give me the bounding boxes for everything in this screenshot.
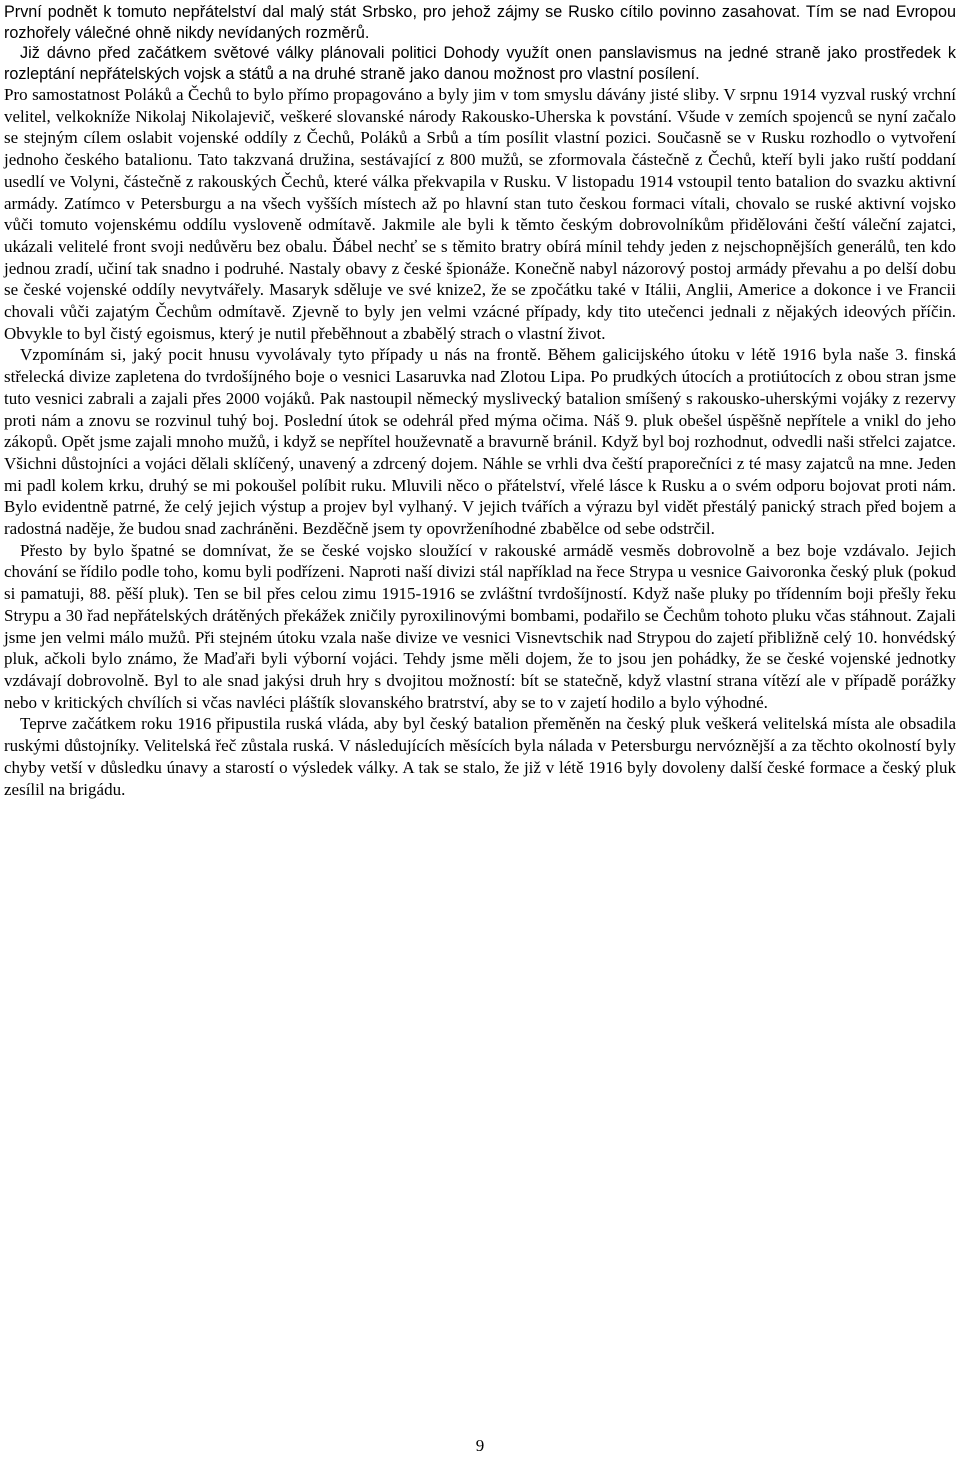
paragraph-5: Přesto by bylo špatné se domnívat, že se české vojsko sloužící v rakouské armádě vesměs dobrovolně a bez boje vzdávalo. Jejich chování se řídilo podle toho, komu byli podřízeni. Naproti naší divizi stál například na řece Strypa u vesnice Gaivoronka český pluk (pokud si pamatuji, 88. pěší pluk). Ten se bil přes celou zimu 1915-1916 se zvláštní tvrdošíjností. Když naše pluky po třídenním boji přešly řeku Strypu a 30 řad nepřátelských drátěných překážek zničily pyroxilinovými bombami, podařilo se Čechům tohoto pluku včas stáhnout. Zajali jsme jen velmi málo mužů. Při stejném útoku vzala naše divize ve vesnici Visnevtschik nad Strypou do zajetí přibližně celý 10. honvédský pluk, ačkoli bylo známo, že Maďaři byli výborní vojáci. Tehdy jsme měli dojem, že to jsou jen pohádky, že se české vojenské jednotky vzdávají dobrovolně. Byl to ale snad jakýsi druh hry s dvojitou možností: bít se statečně, když vlastní strana vítězí ale v případě porážky nebo v kritických chvílích si včas navléci pláštík slovanského bratrství, aby se to v zajetí hodilo a bylo výhodné.	[4, 540, 956, 712]
paragraph-2: Již dávno před začátkem světové války plánovali politici Dohody využít onen panslavismus na jedné straně jako prostředek k rozleptání nepřátelských vojsk a států a na druhé straně jako danou možnost pro vlastní posílení.	[4, 44, 956, 83]
paragraph-1: První podnět k tomuto nepřátelství dal malý stát Srbsko, pro jehož zájmy se Rusko cítilo povinno zasahovat. Tím se nad Evropou rozhořely válečné ohně nikdy nevídaných rozměrů.	[4, 3, 956, 42]
paragraph-3: Pro samostatnost Poláků a Čechů to bylo přímo propagováno a byly jim v tom smyslu dávány jisté sliby. V srpnu 1914 vyzval ruský vrchní velitel, velkokníže Nikolaj Nikolajevič, veškeré slovanské národy Rakousko-Uherska k povstání. Všude v zemích spojenců se nyní začalo se stejným cílem oslabit vojenské oddíly z Čechů, Poláků a Srbů a tím posílit vlastní pozici. Současně se v Rusku rozhodlo o vytvoření jednoho českého batalionu. Tato takzvaná družina, sestávající z 800 mužů, se zformovala částečně z Čechů, kteří byli jako ruští poddaní usedlí ve Volyni, částečně z rakouských Čechů, které válka překvapila v Rusku. V listopadu 1914 vstoupil tento batalion do svazku aktivní armády. Zatímco v Petersburgu a na všech vyšších místech až po hlavní stan tuto českou formaci vítali, chovalo se ruské aktivní vojsko vůči tomuto vojenskému oddílu vysloveně odmítavě. Jakmile ale byli k těmto českým dobrovolníkům přidělováni čeští váleční zajatci, ukázali velitelé front svoji nedůvěru bez obalu. Ďábel nechť se s těmito bratry obírá mínil tehdy jeden z nejschopnějších generálů, ten kdo jednou zradí, učiní tak snadno i podruhé. Nastaly obavy z české špionáže. Konečně nabyl názorový postoj armády převahu a po delší dobu se české vojenské oddíly nevytvářely. Masaryk sděluje ve své knize2, že se zpočátku také v Itálii, Anglii, Americe a dokonce i ve Francii chovali vůči zajatým Čechům odmítavě. Zjevně to byly jen velmi vzácné případy, kdy tito utečenci jednali z nějakých ideových příčin. Obvykle to byl čistý egoismus, který je nutil přeběhnout a zbabělý strach o vlastní život.	[4, 85, 956, 343]
document-page	[4, 0, 956, 800]
paragraph-6: Teprve začátkem roku 1916 připustila ruská vláda, aby byl český batalion přeměněn na český pluk veškerá velitelská místa ale obsadila ruskými důstojníky. Velitelská řeč zůstala ruská. V následujících měsících byla nálada v Petersburgu nervóznější a za těchto okolností byly chyby vetší v důsledku únavy a starostí o výsledek války. A tak se stalo, že již v létě 1916 byly dovoleny další české formace a český pluk zesílil na brigádu.	[4, 714, 956, 799]
page-number: 9	[475, 1436, 485, 1455]
paragraph-4: Vzpomínám si, jaký pocit hnusu vyvolávaly tyto případy u nás na frontě. Během galicijského útoku v létě 1916 byla naše 3. finská střelecká divize zapletena do tvrdošíjného boje o vesnici Lasaruvka nad Zlotou Lipa. Po prudkých útocích a protiútocích z obou stran jsme tuto vesnici zabrali a zajali přes 2000 vojáků. Pak nastoupil německý myslivecký batalion smíšený s rakousko-uherskými vojáky z rezervy proti nám a znovu se rozvinul tuhý boj. Poslední útok se odehrál před mýma očima. Náš 9. pluk obešel úspěšně nepřítele a vnikl do jeho zákopů. Opět jsme zajali mnoho mužů, i když se nepřítel houževnatě a bravurně bránil. Když byl boj rozhodnut, odvedli naši střelci zajatce. Všichni důstojníci a vojáci dělali sklíčený, unavený a zdrcený dojem. Náhle se vrhli dva čeští praporečníci z té masy zajatců na mne. Jeden mi padl kolem krku, druhý se mi pokoušel políbit ruku. Mluvili něco o přátelství, vřelé lásce k Rusku a o svém odporu bojovat proti nám. Bylo evidentně patrné, že celý jejich výstup a projev byl vylhaný. V jejich tvářích a výrazu byl vidět přestálý panický strach před bojem a radostná naděje, že budou snad zachráněni. Bezděčně jsem ty opovrženíhodné zbabělce od sebe odstrčil.	[4, 345, 956, 539]
